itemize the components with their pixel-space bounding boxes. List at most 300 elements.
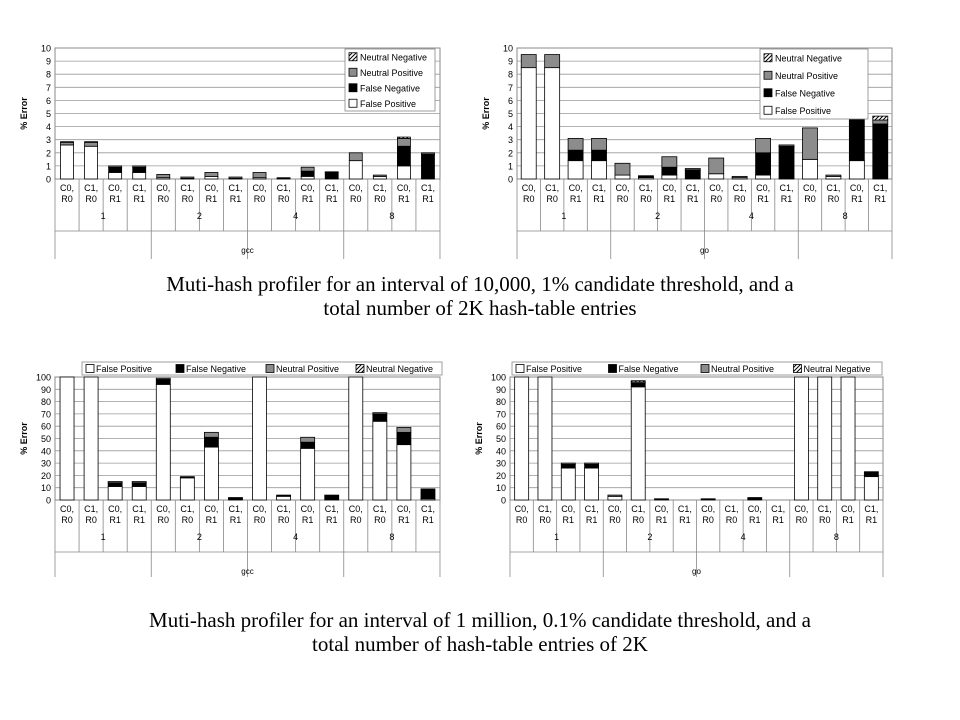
bar-segment-fp: [794, 377, 808, 500]
bar-segment-fn: [132, 483, 146, 487]
bar-stack: [180, 477, 194, 500]
legend-swatch: [176, 365, 184, 373]
bar-stack: [709, 158, 724, 179]
x-category-label: C0,: [615, 183, 630, 193]
x-category-label: C1,: [420, 183, 435, 193]
bar-stack: [397, 137, 410, 179]
bar-stack: [301, 437, 315, 500]
x-category-label: C1,: [864, 504, 879, 514]
x-category-label: C0,: [701, 504, 716, 514]
bar-segment-np: [709, 158, 724, 174]
x-category-label: R0: [253, 515, 266, 525]
bar-stack: [545, 55, 560, 179]
y-tick-label: 100: [35, 372, 51, 383]
bar-segment-fn: [748, 498, 762, 500]
legend-entry: Neutral Positive: [775, 70, 839, 81]
x-category-label: C1,: [228, 504, 243, 514]
x-category-label: R0: [350, 515, 362, 525]
x-category-label: R0: [725, 515, 738, 525]
bar-segment-fn: [397, 432, 411, 444]
y-tick-label: 10: [495, 483, 506, 494]
bar-segment-fp: [60, 377, 74, 500]
x-category-label: C0,: [252, 183, 267, 193]
x-category-label: R0: [818, 515, 831, 525]
bar-segment-np: [204, 432, 218, 437]
y-tick-label: 60: [40, 421, 51, 432]
x-category-label: C0,: [756, 183, 771, 193]
bar-stack: [638, 176, 653, 179]
x-category-label: C0,: [654, 504, 669, 514]
bar-segment-fn: [873, 124, 888, 179]
bar-stack: [325, 495, 339, 500]
x-category-label: C0,: [662, 183, 677, 193]
y-tick-label: 30: [495, 458, 506, 469]
legend-swatch: [764, 106, 772, 114]
bar-segment-fp: [545, 68, 560, 179]
x-category-label: C1,: [771, 504, 786, 514]
x-category-label: C0,: [514, 504, 529, 514]
bar-segment-fp: [515, 377, 529, 500]
y-tick-label: 3: [507, 135, 513, 146]
legend-swatch: [764, 89, 772, 97]
x-group-label: 4: [293, 532, 299, 542]
bar-segment-np: [873, 120, 888, 124]
bar-stack: [421, 489, 435, 500]
legend-swatch: [764, 71, 772, 79]
bar-segment-fn: [325, 172, 338, 179]
x-category-label: C1,: [732, 183, 747, 193]
bar-stack: [373, 413, 387, 500]
legend-entry: Neutral Negative: [775, 53, 843, 64]
y-tick-label: 20: [495, 470, 506, 481]
x-category-label: R0: [157, 194, 170, 204]
bar-segment-fp: [301, 448, 315, 500]
bar-segment-fp: [561, 468, 575, 500]
bar-segment-fp: [108, 486, 122, 500]
x-category-label: C0,: [156, 183, 171, 193]
bar-stack: [229, 177, 242, 179]
x-category-label: R1: [562, 515, 575, 525]
bar-segment-np: [826, 175, 841, 176]
y-tick-label: 0: [45, 495, 51, 506]
bar-stack: [515, 377, 529, 500]
y-tick-label: 9: [507, 56, 513, 67]
bar-segment-fn: [561, 464, 575, 468]
bar-segment-fn: [592, 150, 607, 160]
bar-stack: [108, 482, 122, 500]
bar-segment-fp: [608, 496, 622, 500]
bar-segment-fp: [180, 478, 194, 500]
bar-segment-fp: [568, 161, 583, 179]
x-category-label: R0: [157, 515, 170, 525]
x-category-label: C0,: [60, 504, 75, 514]
chart-gcc-interval-1m: [15, 355, 445, 577]
bar-segment-fn: [397, 146, 410, 166]
benchmark-label: gcc: [241, 567, 254, 576]
caption-top-line1: Muti-hash profiler for an interval of 10,000, 1% candidate threshold, and a: [166, 272, 794, 296]
bar-segment-np: [132, 482, 146, 483]
bar-segment-fn: [301, 171, 314, 176]
bar-segment-fp: [864, 477, 878, 500]
bar-stack: [826, 175, 841, 179]
x-category-label: R0: [702, 515, 714, 525]
x-category-label: R1: [569, 194, 582, 204]
bar-segment-np: [568, 138, 583, 150]
x-category-label: R1: [398, 194, 410, 204]
x-category-label: C0,: [747, 504, 762, 514]
x-category-label: R0: [85, 194, 97, 204]
x-group-label: 1: [100, 211, 106, 221]
x-category-label: C0,: [561, 504, 576, 514]
x-category-label: C0,: [204, 183, 219, 193]
x-category-label: R1: [679, 515, 691, 525]
x-category-label: C1,: [276, 504, 291, 514]
x-category-label: C0,: [607, 504, 622, 514]
x-category-label: R1: [865, 515, 878, 525]
x-category-label: R1: [663, 194, 676, 204]
x-category-label: C0,: [849, 183, 864, 193]
x-category-label: R1: [757, 194, 769, 204]
x-category-label: R1: [133, 194, 145, 204]
bar-stack: [608, 495, 622, 500]
x-category-label: R1: [655, 515, 668, 525]
x-category-label: C0,: [300, 504, 315, 514]
x-category-label: C1,: [545, 183, 560, 193]
x-category-label: R1: [301, 194, 314, 204]
bar-stack: [631, 381, 645, 500]
x-category-label: R1: [772, 515, 784, 525]
bar-stack: [181, 177, 194, 179]
bar-segment-np: [301, 437, 315, 442]
bar-stack: [662, 157, 677, 179]
bar-segment-np: [301, 167, 314, 171]
bar-segment-np: [133, 166, 146, 167]
bar-segment-np: [156, 378, 170, 379]
y-tick-label: 10: [502, 43, 513, 54]
bar-segment-fn: [756, 153, 771, 175]
y-tick-label: 2: [507, 148, 513, 159]
x-category-label: R1: [398, 515, 410, 525]
y-tick-label: 1: [45, 161, 51, 172]
bar-segment-np: [108, 482, 122, 483]
bar-segment-fp: [204, 447, 218, 500]
x-category-label: R0: [181, 194, 194, 204]
x-category-label: C1,: [132, 504, 147, 514]
bar-segment-fp: [133, 172, 146, 179]
bar-stack: [373, 175, 386, 179]
bar-segment-fn: [864, 472, 878, 477]
x-category-label: C1,: [372, 504, 387, 514]
x-category-label: C1,: [584, 504, 599, 514]
y-tick-label: 3: [45, 135, 51, 146]
y-tick-label: 7: [507, 82, 513, 93]
x-category-label: R0: [374, 515, 386, 525]
bar-stack: [85, 142, 98, 179]
y-tick-label: 5: [507, 109, 513, 119]
bar-stack: [61, 142, 74, 179]
y-tick-label: 5: [45, 109, 51, 119]
bar-segment-nn: [873, 116, 888, 120]
x-category-label: R1: [780, 194, 793, 204]
legend-swatch: [349, 53, 357, 61]
x-category-label: C0,: [794, 504, 809, 514]
bar-segment-fp: [349, 161, 362, 179]
legend-entry: False Positive: [775, 105, 832, 116]
x-category-label: C0,: [521, 183, 536, 193]
x-group-label: 8: [833, 532, 839, 542]
y-tick-label: 10: [40, 43, 51, 54]
x-category-label: R1: [109, 515, 121, 525]
bar-segment-fn: [685, 170, 700, 179]
x-category-label: R0: [640, 194, 652, 204]
bar-stack: [794, 377, 808, 500]
y-tick-label: 4: [45, 122, 51, 133]
legend-entry: False Positive: [96, 364, 153, 374]
x-category-label: C1,: [724, 504, 739, 514]
x-group-label: 8: [389, 211, 395, 221]
y-tick-label: 60: [495, 421, 506, 432]
bar-stack: [421, 153, 434, 179]
legend-entry: Neutral Negative: [366, 364, 434, 374]
bar-segment-fp: [662, 175, 677, 179]
x-category-label: R1: [133, 515, 145, 525]
x-category-label: R0: [374, 194, 386, 204]
bar-stack: [732, 176, 747, 179]
legend-swatch: [349, 68, 357, 76]
y-tick-label: 2: [45, 148, 51, 159]
legend-swatch: [349, 84, 357, 92]
caption-bottom: [60, 608, 900, 656]
bar-stack: [521, 55, 536, 179]
x-category-label: C1,: [685, 183, 700, 193]
x-category-label: C0,: [252, 504, 267, 514]
bar-segment-fp: [277, 496, 291, 500]
bar-segment-fp: [818, 377, 832, 500]
legend: [82, 362, 442, 375]
legend-swatch: [516, 365, 524, 373]
bar-segment-fp: [615, 175, 630, 179]
x-group-label: 2: [196, 211, 202, 221]
bar-segment-fp: [253, 377, 267, 500]
x-category-label: R0: [85, 515, 97, 525]
x-category-label: R0: [277, 515, 290, 525]
y-axis-label: % Error: [481, 97, 491, 130]
x-category-label: C1,: [817, 504, 832, 514]
bar-stack: [397, 427, 411, 500]
legend-entry: False Negative: [775, 88, 836, 99]
x-category-label: C1,: [84, 504, 99, 514]
bar-segment-np: [685, 169, 700, 170]
x-category-label: C1,: [84, 183, 99, 193]
x-category-label: R0: [609, 515, 621, 525]
bar-segment-fn: [373, 414, 387, 421]
bar-stack: [277, 178, 290, 179]
x-category-label: C1,: [537, 504, 552, 514]
legend-entry: Neutral Negative: [803, 364, 871, 374]
bar-segment-fp: [61, 145, 74, 179]
x-category-label: C1,: [276, 183, 291, 193]
bar-segment-np: [181, 177, 194, 178]
x-category-label: C1,: [180, 183, 195, 193]
bar-segment-fn: [204, 437, 218, 447]
bar-stack: [204, 432, 218, 500]
x-category-label: C1,: [324, 504, 339, 514]
legend-swatch: [609, 365, 617, 373]
legend-swatch: [266, 365, 274, 373]
bar-stack: [205, 172, 218, 179]
x-category-label: C0,: [709, 183, 724, 193]
bar-stack: [349, 153, 362, 179]
legend-entry: False Positive: [526, 364, 583, 374]
chart-svg: [462, 355, 887, 577]
bar-segment-np: [521, 55, 536, 68]
bar-segment-np: [802, 128, 817, 159]
bar-segment-np: [779, 145, 794, 146]
y-tick-label: 70: [495, 409, 506, 420]
x-group-label: 1: [100, 532, 106, 542]
legend-swatch: [349, 99, 357, 107]
bar-segment-fp: [631, 387, 645, 500]
bar-segment-fp: [109, 172, 122, 179]
bar-stack: [841, 377, 855, 500]
bar-segment-fn: [662, 167, 677, 175]
bar-segment-fp: [132, 486, 146, 500]
legend: [760, 49, 868, 119]
y-tick-label: 80: [495, 397, 506, 408]
x-category-label: R0: [632, 515, 644, 525]
bar-segment-np: [662, 157, 677, 167]
bar-segment-fp: [84, 377, 98, 500]
chart-go-interval-1m: [462, 355, 887, 577]
y-tick-label: 40: [495, 446, 506, 457]
bar-stack: [157, 174, 170, 179]
x-category-label: C1,: [228, 183, 243, 193]
x-category-label: R0: [539, 515, 551, 525]
bar-segment-np: [205, 172, 218, 176]
bar-stack: [156, 378, 170, 500]
x-category-label: R1: [109, 194, 121, 204]
bar-stack: [685, 169, 700, 179]
x-group-label: 2: [655, 211, 661, 221]
bar-segment-np: [109, 166, 122, 167]
legend-entry: False Negative: [618, 364, 679, 374]
benchmark-label: gcc: [241, 246, 254, 255]
bar-segment-fp: [756, 175, 771, 179]
y-tick-label: 10: [40, 483, 51, 494]
bar-segment-np: [421, 153, 434, 154]
x-category-label: C0,: [108, 504, 123, 514]
y-tick-label: 9: [45, 56, 51, 67]
bar-segment-fn: [277, 495, 291, 496]
x-category-label: C0,: [108, 183, 123, 193]
bar-segment-fn: [228, 498, 242, 500]
bar-stack: [864, 472, 878, 500]
x-group-label: 1: [561, 211, 567, 221]
legend-swatch: [794, 365, 802, 373]
caption-bottom-line2: total number of hash-table entries of 2K: [312, 632, 648, 656]
x-category-label: R0: [350, 194, 362, 204]
bar-segment-fp: [585, 468, 599, 500]
y-tick-label: 8: [45, 69, 51, 80]
x-category-label: R0: [277, 194, 290, 204]
bar-segment-np: [756, 138, 771, 152]
x-category-label: R1: [851, 194, 863, 204]
y-tick-label: 8: [507, 69, 513, 80]
bar-segment-np: [325, 172, 338, 173]
bar-stack: [568, 138, 583, 179]
x-category-label: C1,: [324, 183, 339, 193]
x-category-label: C0,: [841, 504, 856, 514]
bar-stack: [253, 377, 267, 500]
x-category-label: R0: [827, 194, 840, 204]
legend-entry: Neutral Positive: [360, 67, 424, 78]
x-group-label: 1: [554, 532, 560, 542]
bar-stack: [277, 495, 291, 500]
x-category-label: R1: [749, 515, 761, 525]
x-category-label: R0: [515, 515, 528, 525]
x-category-label: C1,: [132, 183, 147, 193]
bar-segment-nn: [85, 142, 98, 143]
bar-segment-np: [373, 175, 386, 176]
bar-segment-fn: [655, 499, 669, 500]
bar-segment-fn: [779, 146, 794, 179]
x-category-label: R1: [205, 194, 218, 204]
x-category-label: R0: [253, 194, 266, 204]
bar-stack: [253, 172, 266, 179]
x-category-label: R1: [422, 194, 434, 204]
bar-stack: [779, 145, 794, 179]
x-group-label: 2: [196, 532, 202, 542]
bar-segment-np: [157, 174, 170, 177]
x-category-label: C0,: [396, 504, 411, 514]
bar-stack: [756, 138, 771, 179]
x-category-label: R1: [325, 194, 338, 204]
bar-stack: [301, 167, 314, 179]
bar-stack: [60, 377, 74, 500]
bar-segment-nn: [61, 142, 74, 143]
x-category-label: C0,: [300, 183, 315, 193]
x-category-label: C1,: [631, 504, 646, 514]
x-category-label: R1: [593, 194, 605, 204]
caption-bottom-line1: Muti-hash profiler for an interval of 1 million, 0.1% candidate threshold, and a: [149, 608, 811, 632]
y-axis-label: % Error: [19, 422, 29, 455]
legend-swatch: [701, 365, 709, 373]
bar-segment-fp: [709, 174, 724, 179]
y-tick-label: 70: [40, 409, 51, 420]
x-category-label: R0: [181, 515, 194, 525]
bar-stack: [84, 377, 98, 500]
x-category-label: R0: [61, 515, 73, 525]
y-tick-label: 20: [40, 470, 51, 481]
bar-segment-fn: [568, 150, 583, 160]
chart-svg: [477, 38, 897, 260]
bar-segment-fp: [841, 377, 855, 500]
legend-swatch: [764, 54, 772, 62]
caption-top-line2: total number of 2K hash-table entries: [323, 296, 637, 320]
x-category-label: C0,: [396, 183, 411, 193]
bar-stack: [132, 482, 146, 500]
y-tick-label: 100: [490, 372, 506, 383]
x-category-label: C1,: [779, 183, 794, 193]
y-tick-label: 6: [507, 95, 513, 106]
bar-segment-fn: [585, 464, 599, 468]
x-category-label: C1,: [372, 183, 387, 193]
bar-segment-fn: [301, 442, 315, 448]
bar-segment-fn: [133, 167, 146, 172]
bar-segment-fn: [421, 154, 434, 179]
legend-entry: False Positive: [360, 98, 417, 109]
bar-segment-fn: [109, 167, 122, 172]
